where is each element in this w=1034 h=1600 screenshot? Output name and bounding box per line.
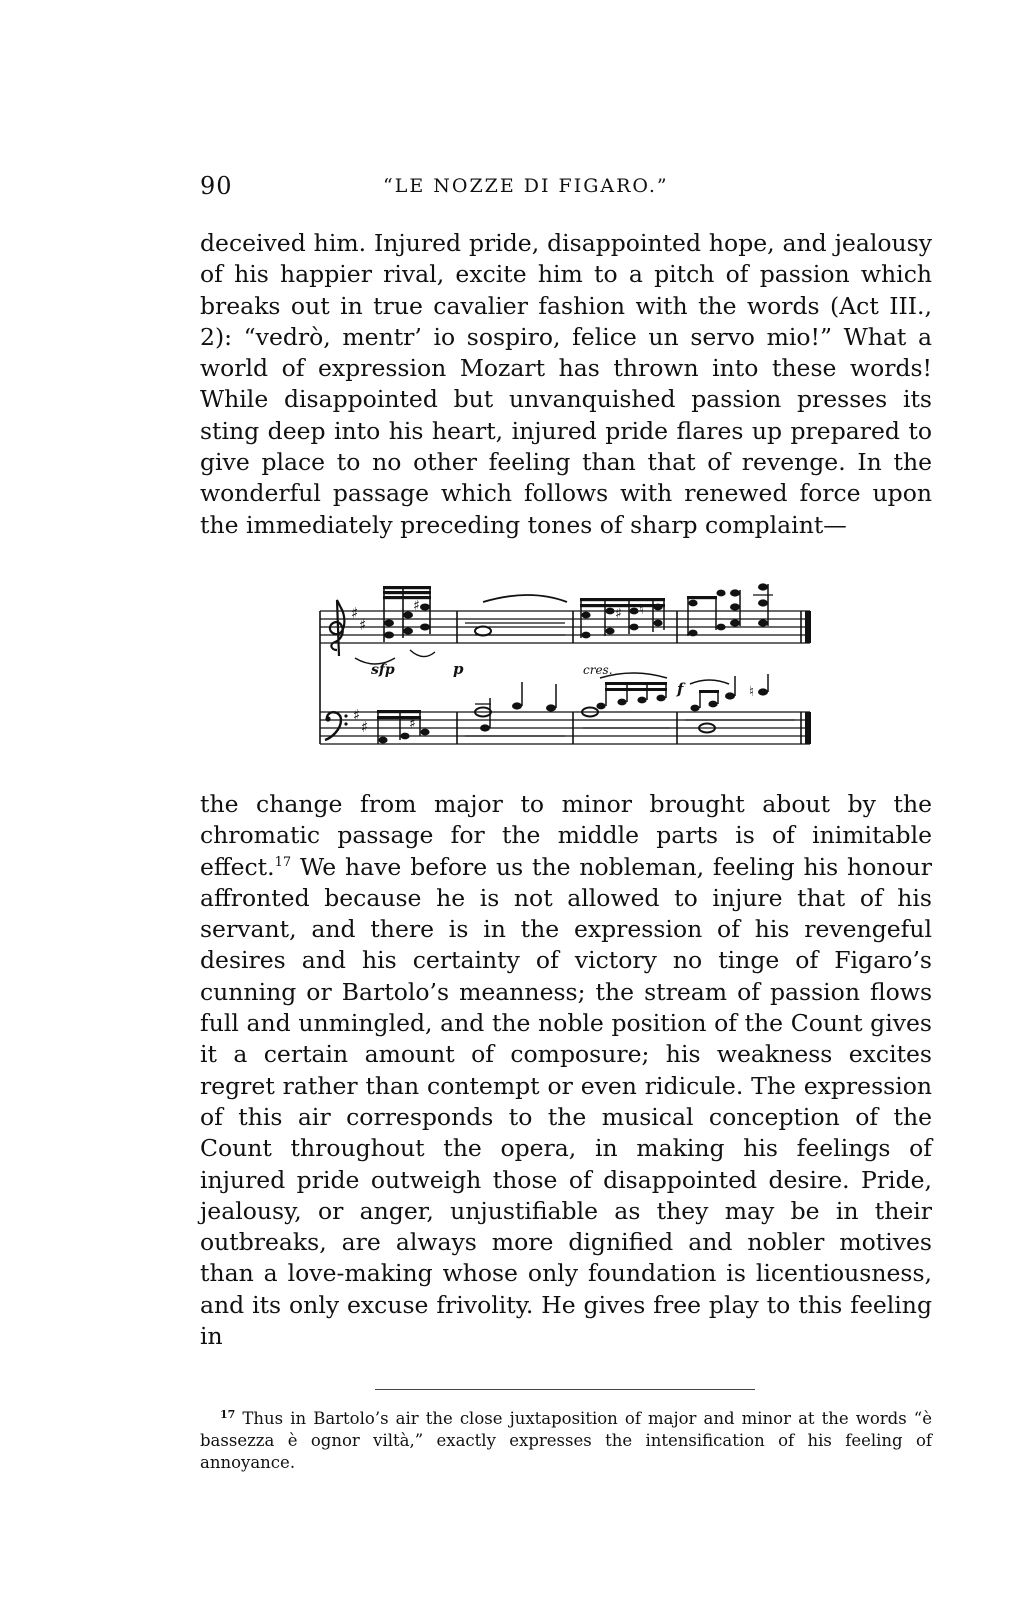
footnote-divider [375,1389,755,1390]
dynamic-f: f [677,680,684,698]
measure-4-upper [687,583,773,636]
footnote-text: Thus in Bartolo’s air the close juxtaposition of major and minor at the words “è bassezza è ognor viltà,” exactly expresses the intensification of his feeling of annoyance. [200,1409,932,1472]
svg-text:♯: ♯ [351,604,359,622]
svg-text:♯: ♯ [353,706,361,724]
footnote-mark: 17 [220,1408,236,1421]
key-signature [351,604,368,736]
final-barline-top [805,611,811,643]
svg-text:♯: ♯ [361,718,369,736]
svg-text:♮: ♮ [749,684,755,700]
running-title: “LE NOZZE DI FIGARO.” [383,175,669,197]
music-notation [315,578,830,753]
body-paragraph-2 [200,789,932,1352]
svg-text:♯: ♯ [359,616,367,634]
page-number: 90 [200,172,233,200]
measure-1-lower [377,710,430,744]
footnote-reference: 17 [274,854,292,870]
paragraph-2-continued: We have before us the nobleman, feeling his honour affronted because he is not allowed to injure that of his servant, and there is in the expression of his revengeful desires and his certainty of victory no tinge of Figaro’s cunning or Bartolo’s meanness; the stream of passion flows full and unmingled, and the noble position of the Count gives it a certain amount of composure; his weakness excites regret rather than contempt or even ridicule. The expression of this air corresponds to the musical conception of the Count throughout the opera, in making his feelings of injured pride outweigh those of disappointed desire. Pride, jealousy, or anger, unjustifiable as they may be in their outbreaks, are always more dignified and nobler motives than a love-making whose only foundation is licentiousness, and its only excuse frivolity. He gives free play to this feeling in [200,852,932,1351]
final-barline-bottom [805,712,811,744]
footnote [200,1404,932,1474]
treble-clef [330,600,344,656]
paragraph-2-start: the change from major to minor brought about by the chromatic passage for the middle parts is of inimitable effect. [200,790,932,881]
dynamic-cres: cres. [583,663,613,677]
measure-1-upper [383,586,431,642]
svg-text:♯: ♯ [615,606,622,622]
svg-text:♯: ♯ [409,716,416,732]
svg-text:♮: ♮ [639,602,645,618]
treble-staff [320,611,810,643]
svg-text:♯: ♯ [413,598,420,614]
measure-4-lower [685,674,795,733]
slur-2 [410,650,435,657]
measure-3-upper [580,598,665,638]
page-header [200,172,932,202]
dynamic-p: p [453,660,464,678]
dynamic-sfp: sfp [371,662,395,678]
measure-2-upper [465,595,567,636]
body-paragraph-1: deceived him. Injured pride, disappointed hope, and jealousy of his happier rival, excite him to a pitch of passion which breaks out in true cavalier fashion with the words (Act III., 2): “vedrò, mentr’ io sospiro, felice un servo mio!” What a world of expression Mozart has thrown into these words! While disappointed but unvanquished passion presses its sting deep into his heart, injured pride flares up prepared to give place to no other feeling than that of revenge. In the wonderful passage which follows with renewed force upon the immediately preceding tones of sharp complaint— [200,229,932,539]
music-example [315,578,830,753]
